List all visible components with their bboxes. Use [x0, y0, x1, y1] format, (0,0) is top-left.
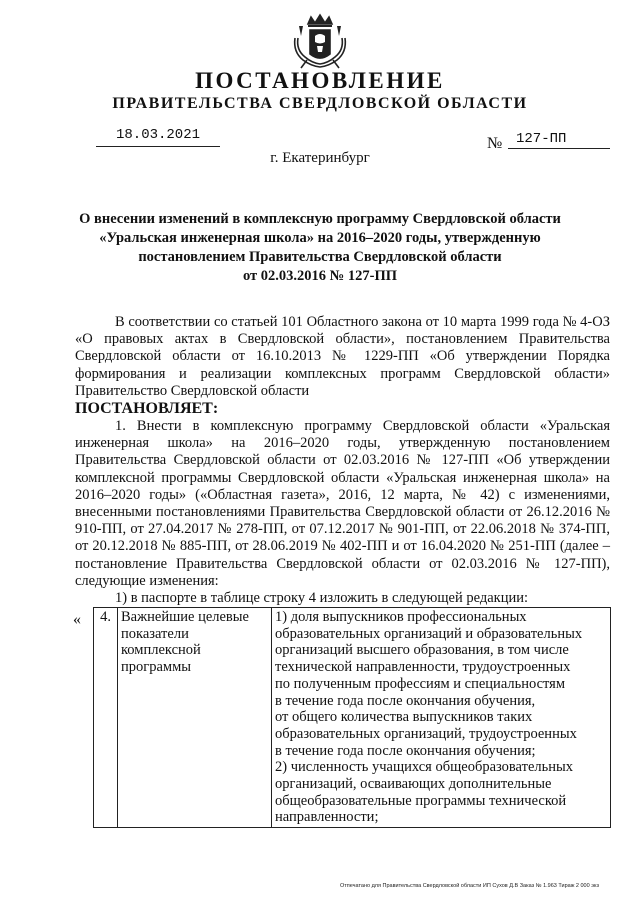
row-number-cell: 4. [94, 608, 118, 828]
content-line: общеобразовательные программы технической [275, 792, 567, 809]
content-line: организаций, осваивающих дополнительные [275, 776, 552, 793]
content-line: направленности; [275, 809, 379, 826]
heading-line: от 02.03.2016 № 127-ПП [242, 268, 397, 284]
content-line: технической направленности, трудоустроенных [275, 659, 571, 676]
content-line: в течение года после окончания обучения; [275, 742, 536, 759]
content-line: от общего количества выпускников таких [275, 709, 533, 726]
table-row [94, 608, 611, 828]
document-subtitle: ПРАВИТЕЛЬСТВА СВЕРДЛОВСКОЙ ОБЛАСТИ [112, 95, 528, 112]
document-body [75, 314, 610, 607]
print-footer: Отпечатано для Правительства Свердловской области ИП Сухов Д.В Заказ № 1.963 Тираж 2 000 экз [340, 883, 599, 889]
item-1-paragraph: 1. Внести в комплексную программу Свердловской области «Уральская инженерная школа» на 2016–2020 годы, утвержденную постановлением Правительства Свердловской области от 02.03.2016 № 127-ПП «Об утверждении комплексной программы Свердловской области «Уральская инженерная школа» на 2016–2020 годы» («Областная газета», 2016, 12 марта, № 42) с изменениями, внесенными постановлениями Правительства Свердловской области от 26.12.2016 № 910-ПП, от 27.04.2017 № 278-ПП, от 07.12.2017 № 901-ПП, от 22.06.2018 № 374-ПП, от 20.12.2018 № 885-ПП, от 28.06.2019 № 402-ПП и от 16.04.2020 № 251-ПП (далее – постановление Правительства Свердловской области от 02.03.2016 № 127-ПП), следующие изменения: [75, 418, 610, 589]
coat-of-arms-icon [291, 12, 349, 70]
document-city: г. Екатеринбург [270, 150, 370, 166]
heading-line: постановлением Правительства Свердловской области [138, 249, 502, 265]
date-underline [96, 146, 220, 147]
row-content-cell [272, 608, 611, 828]
document-number: 127-ПП [516, 131, 567, 147]
document-date: 18.03.2021 [116, 127, 201, 143]
document-heading [60, 210, 580, 286]
content-line: образовательных организаций и образовательных [275, 625, 583, 642]
number-underline [508, 148, 610, 149]
row-label-cell: Важнейшие целевые показатели комплексной программы [118, 608, 272, 828]
content-line: 2) численность учащихся общеобразовательных [275, 759, 573, 776]
subitem-1-paragraph: 1) в паспорте в таблице строку 4 изложить в следующей редакции: [115, 590, 529, 607]
number-sign: № [487, 135, 503, 152]
content-line: по полученным профессиям и специальностям [275, 675, 566, 692]
heading-line: «Уральская инженерная школа» на 2016–2020 годы, утвержденную [99, 230, 541, 246]
resolves-label: ПОСТАНОВЛЯЕТ: [75, 400, 219, 418]
content-line: организаций высшего образования, в том числе [275, 642, 569, 659]
preamble-paragraph: В соответствии со статьей 101 Областного закона от 10 марта 1999 года № 4-ОЗ «О правовых актах в Свердловской области», постановлением Правительства Свердловской области от 16.10.2013 № 1229-ПП «Об утверждении Порядка формирования и реализации комплексных программ Свердловской области» Правительство Свердловской области [75, 314, 610, 399]
document-title: ПОСТАНОВЛЕНИЕ [195, 68, 445, 93]
open-quote: « [73, 611, 81, 628]
content-line: 1) доля выпускников профессиональных [275, 609, 527, 625]
heading-line: О внесении изменений в комплексную программу Свердловской области [79, 211, 561, 227]
content-line: в течение года после окончания обучения, [275, 692, 536, 709]
passport-row-table [93, 607, 611, 828]
content-line: образовательных организаций, трудоустроенных [275, 725, 577, 742]
